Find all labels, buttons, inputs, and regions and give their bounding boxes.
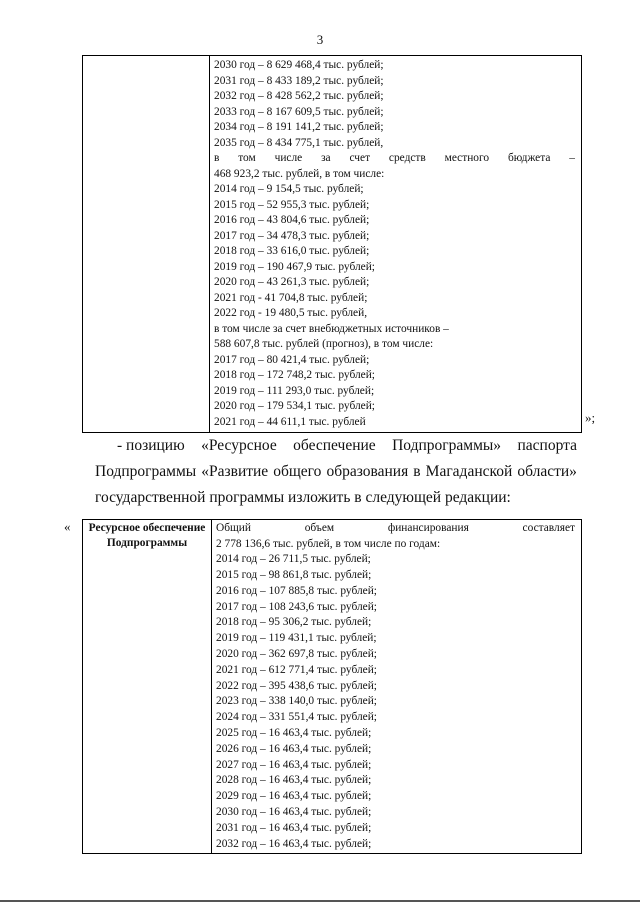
word: обеспечение	[293, 437, 376, 454]
word: Магаданской	[425, 463, 513, 480]
word: Подпрограммы	[95, 463, 197, 480]
funding-line: 2026 год – 16 463,4 тыс. рублей;	[216, 742, 372, 755]
funding-line: 2015 год – 98 861,8 тыс. рублей;	[216, 569, 372, 582]
funding-line: 2027 год – 16 463,4 тыс. рублей;	[216, 758, 372, 771]
funding-line: 2020 год – 362 697,8 тыс. рублей;	[216, 648, 377, 661]
funding-line: 2017 год – 108 243,6 тыс. рублей;	[216, 600, 377, 613]
opening-quote: «	[64, 519, 71, 534]
funding-line: 2014 год – 26 711,5 тыс. рублей;	[216, 553, 371, 566]
word: «Развитие	[201, 463, 269, 480]
local-budget-line	[214, 151, 575, 167]
word: «Ресурсное	[201, 437, 277, 454]
funding-line: 2033 год – 8 167 609,5 тыс. рублей;	[214, 105, 384, 118]
funding-line: 2022 год - 19 480,5 тыс. рублей,	[214, 307, 368, 319]
funding-line: 2030 год – 16 463,4 тыс. рублей;	[216, 806, 372, 819]
word: Подпрограммы»	[392, 437, 502, 454]
funding-cell	[210, 56, 582, 433]
funding-line: 2020 год – 179 534,1 тыс. рублей;	[214, 400, 375, 412]
word: образования	[326, 463, 409, 480]
funding-line: 2014 год – 9 154,5 тыс. рублей;	[214, 183, 364, 195]
funding-line: 2031 год – 16 463,4 тыс. рублей;	[216, 821, 372, 834]
funding-line: 2021 год - 41 704,8 тыс. рублей;	[214, 291, 368, 304]
funding-line: 2022 год – 395 438,6 тыс. рублей;	[216, 679, 377, 692]
paragraph-line-2	[95, 459, 577, 485]
funding-line: 588 607,8 тыс. рублей (прогноз), в том числе:	[214, 338, 434, 350]
funding-line: 2021 год – 612 771,4 тыс. рублей;	[216, 663, 377, 676]
funding-line: 2024 год – 331 551,4 тыс. рублей;	[216, 711, 377, 724]
funding-line: 2 778 136,6 тыс. рублей, в том числе по годам:	[216, 537, 441, 550]
funding-cell	[212, 520, 582, 854]
page-number: 3	[316, 32, 324, 47]
word: Общий	[216, 522, 251, 534]
funding-line: 2018 год – 172 748,2 тыс. рублей;	[214, 369, 375, 381]
total-funding-line	[216, 521, 575, 537]
word: области»	[517, 463, 577, 480]
resource-label: Ресурсное обеспечение Подпрограммы	[83, 520, 212, 854]
word: числе	[274, 152, 303, 164]
closing-quote: »;	[585, 410, 596, 425]
funding-line: 2029 год – 16 463,4 тыс. рублей;	[216, 790, 372, 803]
funding-line: 2016 год – 107 885,8 тыс. рублей;	[216, 584, 377, 597]
page-bottom-edge	[0, 900, 640, 902]
paragraph-line-1	[95, 433, 577, 459]
funding-line: 2019 год – 111 293,0 тыс. рублей;	[214, 384, 375, 397]
funding-line: 2018 год – 95 306,2 тыс. рублей;	[216, 616, 372, 629]
funding-line: 2016 год – 43 804,6 тыс. рублей;	[214, 214, 370, 226]
funding-line: 2023 год – 338 140,0 тыс. рублей;	[216, 695, 377, 708]
resource-table-new	[82, 519, 582, 854]
funding-line: 468 923,2 тыс. рублей, в том числе:	[214, 167, 385, 180]
word: составляет	[522, 522, 575, 534]
word: финансирования	[387, 522, 469, 534]
label-cell-empty	[83, 56, 210, 433]
funding-line: 2021 год – 44 611,1 тыс. рублей	[214, 415, 366, 428]
funding-line: 2020 год – 43 261,3 тыс. рублей;	[214, 276, 370, 288]
funding-line: 2017 год – 34 478,3 тыс. рублей;	[214, 229, 370, 242]
funding-line: 2035 год – 8 434 775,1 тыс. рублей,	[214, 136, 384, 149]
funding-line: 2031 год – 8 433 189,2 тыс. рублей;	[214, 74, 384, 87]
resource-table-continued	[82, 55, 582, 433]
word: - позицию	[117, 437, 185, 454]
funding-line: 2019 год – 119 431,1 тыс. рублей;	[216, 632, 377, 645]
funding-lines-total	[214, 58, 575, 151]
funding-line: 2018 год – 33 616,0 тыс. рублей;	[214, 245, 370, 257]
funding-line: 2030 год – 8 629 468,4 тыс. рублей;	[214, 59, 384, 71]
word: счет	[349, 152, 371, 164]
funding-line: 2017 год – 80 421,4 тыс. рублей;	[214, 353, 370, 366]
word: –	[569, 152, 575, 164]
word: том	[238, 152, 256, 164]
word: за	[321, 152, 331, 164]
funding-line: в том числе за счет внебюджетных источников –	[214, 322, 449, 335]
funding-line: 2034 год – 8 191 141,2 тыс. рублей;	[214, 121, 384, 133]
word: объем	[304, 522, 335, 534]
word: бюджета	[507, 152, 551, 164]
word: паспорта	[517, 437, 577, 454]
funding-line: 2032 год – 16 463,4 тыс. рублей;	[216, 837, 372, 850]
word: общего	[273, 463, 322, 480]
funding-line: 2019 год – 190 467,9 тыс. рублей;	[214, 260, 375, 273]
funding-lines-by-year	[216, 537, 575, 853]
funding-lines-local-and-extra	[214, 167, 575, 431]
word: местного	[444, 152, 490, 164]
funding-line: 2015 год – 52 955,3 тыс. рублей;	[214, 198, 370, 211]
paragraph-line-3: государственной программы изложить в следующей редакции:	[95, 489, 511, 506]
word: в	[413, 463, 421, 480]
funding-line: 2028 год – 16 463,4 тыс. рублей;	[216, 774, 372, 787]
funding-line: 2032 год – 8 428 562,2 тыс. рублей;	[214, 90, 384, 102]
funding-line: 2025 год – 16 463,4 тыс. рублей;	[216, 727, 372, 740]
word: средств	[388, 152, 426, 164]
instruction-paragraph	[95, 433, 577, 511]
word: в	[214, 152, 220, 164]
